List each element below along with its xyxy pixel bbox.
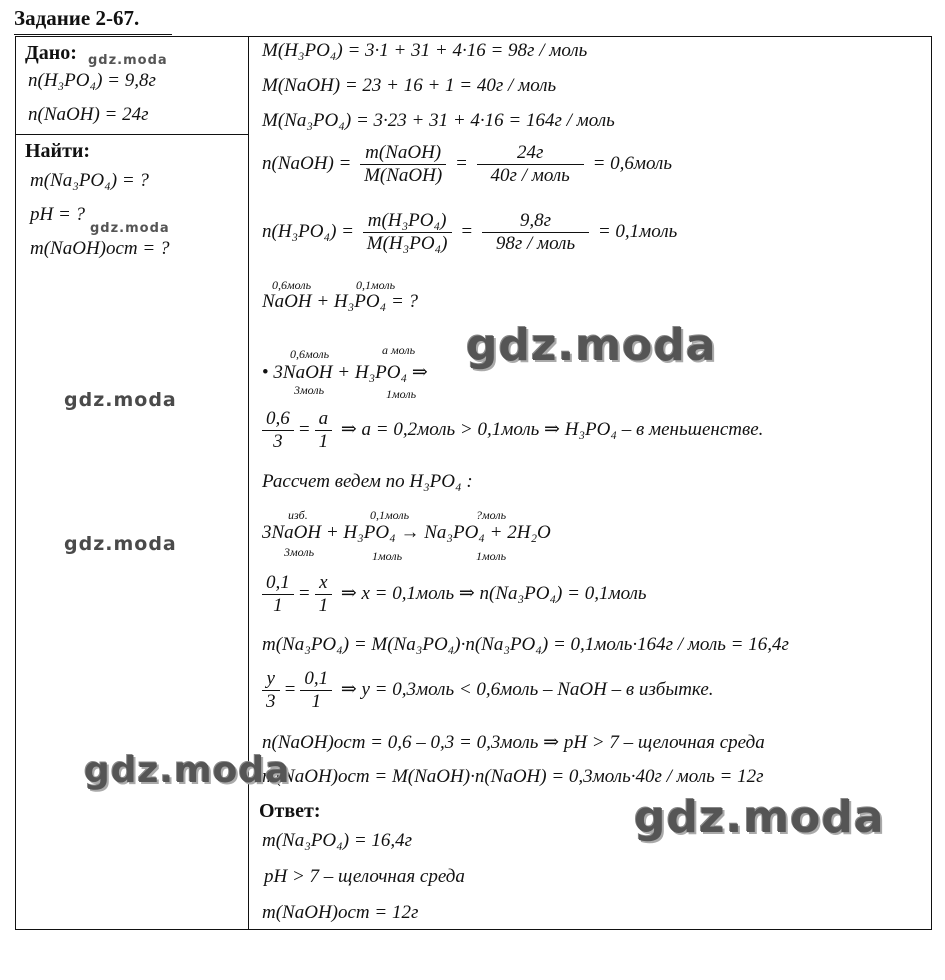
denominator: 40г / моль: [477, 164, 584, 187]
given-heading: Дано:: [25, 42, 77, 64]
watermark: gdz.moda: [64, 533, 177, 555]
denominator: 1: [315, 594, 333, 617]
watermark: gdz.moda: [90, 221, 170, 236]
watermark: gdz.moda: [84, 750, 291, 791]
lhs: n(NaOH) =: [262, 152, 352, 174]
given-line: n(NaOH) = 24г: [28, 104, 149, 125]
ratio-1: $\frac{0,6}{3}$ = $\frac{a}{1}$ ⇒ a = 0,2моль > 0,1моль ⇒ H₃PO₄ – в меньшенстве.: [258, 408, 763, 453]
denominator: 3: [262, 690, 280, 713]
mass-na3po4: m(Na₃PO₄) = M(Na₃PO₄)·n(Na₃PO₄) = 0,1моль·164г / моль = 16,4г: [262, 634, 789, 655]
denominator: 98г / моль: [482, 232, 589, 255]
numerator: x: [319, 572, 328, 593]
denominator: M(H₃PO₄): [363, 232, 452, 255]
annotation: 3моль: [284, 545, 315, 559]
result: = 0,1моль: [597, 220, 678, 242]
equation: 3NaOH + H₃PO₄ ⇒: [273, 362, 428, 383]
annotation: 0,1моль: [370, 508, 410, 522]
fraction: [315, 408, 333, 453]
fraction: [262, 668, 280, 713]
numerator: y: [266, 668, 275, 689]
answer-line: m(Na₃PO₄) = 16,4г: [262, 830, 413, 851]
numerator: m(NaOH): [365, 142, 442, 163]
watermark: gdz.moda: [88, 53, 168, 68]
watermark: gdz.moda: [466, 320, 717, 371]
answer-heading: Ответ:: [259, 800, 321, 822]
reaction-2: 3NaOH + H₃PO₄ → Na₃PO₄ + 2H₂O: [262, 522, 551, 543]
bullet-icon: •: [262, 362, 269, 383]
annotation: 0,6моль: [272, 278, 312, 292]
fraction: [477, 142, 584, 187]
ratio-3: $\frac{y}{3}$ = $\frac{0,1}{1}$ ⇒ y = 0,3моль < 0,6моль – NaOH – в избытке.: [258, 668, 714, 713]
numerator: 0,1: [304, 668, 329, 689]
given-find-separator: [16, 134, 248, 135]
annotation: 1моль: [372, 549, 403, 563]
numerator: m(H₃PO₄): [367, 210, 447, 231]
numerator: 0,1: [266, 572, 290, 593]
fraction: [360, 142, 446, 187]
annotation: 3моль: [294, 383, 325, 397]
annotation: изб.: [288, 508, 308, 522]
denominator: 1: [315, 430, 333, 453]
n-naoh-rest: n(NaOH)ост = 0,6 – 0,3 = 0,3моль ⇒ pH > 7 – щелочная среда: [262, 732, 765, 753]
numerator: 0,6: [266, 408, 290, 429]
fraction: [300, 668, 332, 713]
annotation: 1моль: [476, 549, 507, 563]
fraction: [262, 572, 294, 617]
annotation: ?моль: [476, 508, 507, 522]
denominator: 1: [262, 594, 294, 617]
annotation: а моль: [382, 343, 416, 357]
reaction-1: [262, 361, 428, 384]
n-h3po4-formula: n(H₃PO₄) = $\frac{\text{m(H₃PO₄)}}{\text{M(H₃PO₄)}}$ = $\frac{9,8г}{\text{98г / моль}}$ = 0,1моль: [262, 210, 678, 254]
denominator: 3: [262, 430, 294, 453]
find-line: m(NaOH)ост = ?: [30, 238, 170, 259]
answer-line: pH > 7 – щелочная среда: [264, 866, 465, 887]
watermark: gdz.moda: [634, 792, 885, 843]
lhs: n(H₃PO₄) =: [262, 220, 354, 242]
find-heading: Найти:: [25, 140, 91, 162]
task-title: Задание 2-67.: [14, 6, 140, 30]
ratio-text: ⇒ a = 0,2моль > 0,1моль ⇒ H₃PO₄ – в меньшенстве.: [340, 418, 764, 440]
find-line: m(Na₃PO₄) = ?: [30, 170, 149, 191]
answer-line: m(NaOH)ост = 12г: [262, 902, 419, 923]
given-line: n(H₃PO₄) = 9,8г: [28, 70, 156, 91]
molar-mass-line: M(H₃PO₄) = 3·1 + 31 + 4·16 = 98г / моль: [262, 40, 588, 61]
numerator: 9,8г: [519, 210, 552, 231]
result: = 0,6моль: [592, 152, 672, 174]
watermark: gdz.moda: [64, 389, 177, 411]
title-underline: [14, 34, 172, 35]
fraction: [262, 408, 294, 453]
denominator: M(NaOH): [360, 164, 446, 187]
ratio-text: ⇒ x = 0,1моль ⇒ n(Na₃PO₄) = 0,1моль: [340, 582, 647, 604]
fraction: [315, 572, 333, 617]
column-divider: [248, 36, 249, 930]
calc-note: Рассчет ведем по H₃PO₄ :: [262, 471, 473, 492]
molar-mass-line: M(Na₃PO₄) = 3·23 + 31 + 4·16 = 164г / моль: [262, 110, 615, 131]
numerator: 24г: [516, 142, 544, 163]
m-naoh-rest: m(NaOH)ост = M(NaOH)·n(NaOH) = 0,3моль·40г / моль = 12г: [262, 766, 764, 787]
annotation: 0,1моль: [356, 278, 396, 292]
fraction: [482, 210, 589, 255]
find-line: pH = ?: [30, 204, 86, 225]
annotation: 1моль: [386, 387, 417, 401]
ratio-text: ⇒ y = 0,3моль < 0,6моль – NaOH – в избытке.: [340, 678, 714, 700]
fraction: [363, 210, 452, 255]
numerator: a: [318, 408, 329, 429]
molar-mass-line: M(NaOH) = 23 + 16 + 1 = 40г / моль: [262, 75, 557, 96]
annotation: 0,6моль: [290, 347, 330, 361]
denominator: 1: [300, 690, 332, 713]
n-naoh-formula: n(NaOH) = $\frac{\text{m(NaOH)}}{\text{M(NaOH)}}$ = $\frac{24г}{\text{40г / моль}}$ = 0,6моль: [262, 142, 672, 186]
reaction-question: NaOH + H₃PO₄ = ?: [262, 291, 419, 312]
ratio-2: $\frac{0,1}{1}$ = $\frac{x}{1}$ ⇒ x = 0,1моль ⇒ n(Na₃PO₄) = 0,1моль: [258, 572, 647, 617]
